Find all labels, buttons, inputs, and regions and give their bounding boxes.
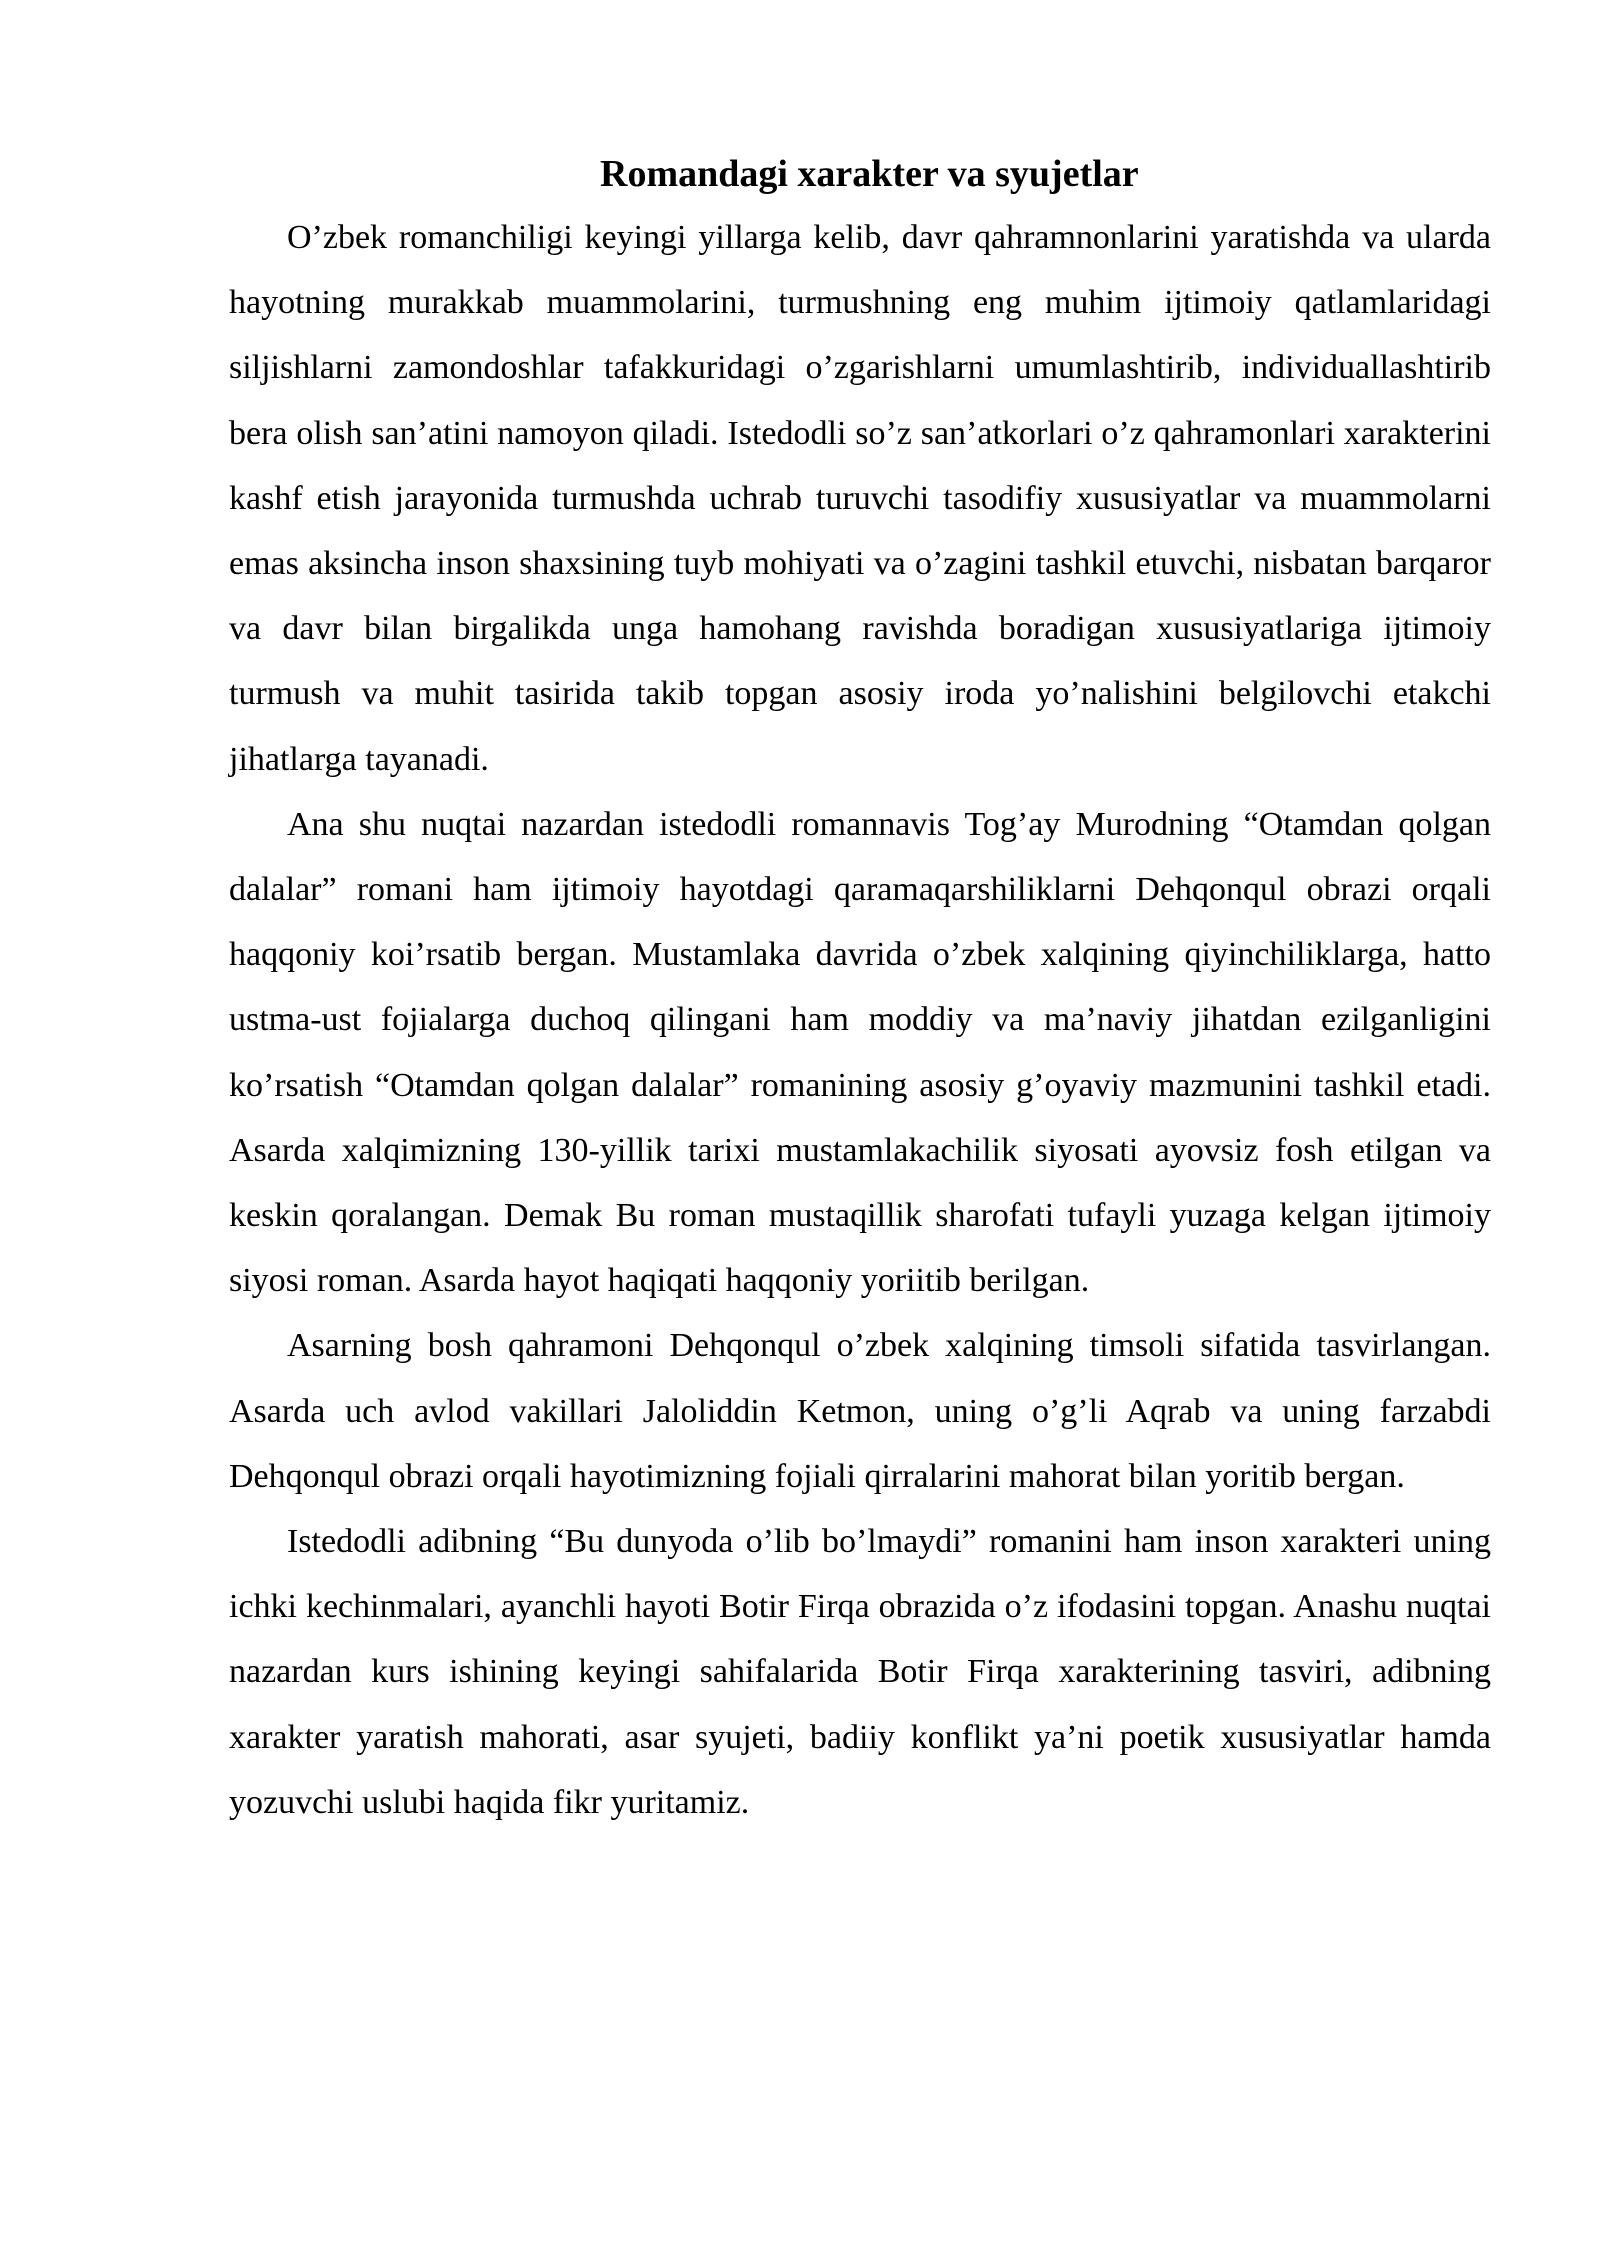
- document-body: [229, 143, 1491, 1835]
- document-title: Romandagi xarakter va syujetlar: [600, 153, 1139, 195]
- paragraph-2: Ana shu nuqtai nazardan istedodli romannavis Tog’ay Murodning “Otamdan qolgan dalalar” romani ham ijtimoiy hayotdagi qaramaqarshiliklarni Dehqonqul obrazi orqali haqqoniy koi’rsatib bergan. Mustamlaka davrida o’zbek xalqining qiyinchiliklarga, hatto ustma-ust fojialarga duchoq qilingani ham moddiy va ma’naviy jihatdan ezilganligini ko’rsatish “Otamdan qolgan dalalar” romanining asosiy g’oyaviy mazmunini tashkil etadi. Asarda xalqimizning 130-yillik tarixi mustamlakachilik siyosati ayovsiz fosh etilgan va keskin qoralangan. Demak Bu roman mustaqillik sharofati tufayli yuzaga kelgan ijtimoiy siyosi roman. Asarda hayot haqiqati haqqoniy yoriitib berilgan.: [229, 805, 1491, 1300]
- paragraph-1: O’zbek romanchiligi keyingi yillarga kelib, davr qahramnonlarini yaratishda va ularda hayotning murakkab muammolarini, turmushning eng muhim ijtimoiy qatlamlaridagi siljishlarni zamondoshlar tafakkuridagi o’zgarishlarni umumlashtirib, individuallashtirib bera olish san’atini namoyon qiladi. Istedodli so’z san’atkorlari o’z qahramonlari xarakterini kashf etish jarayonida turmushda uchrab turuvchi tasodifiy xususiyatlar va muammolarni emas aksincha inson shaxsining tuyb mohiyati va o’zagini tashkil etuvchi, nisbatan barqaror va davr bilan birgalikda unga hamohang ravishda boradigan xususiyatlariga ijtimoiy turmush va muhit tasirida takib topgan asosiy iroda yo’nalishini belgilovchi etakchi jihatlarga tayanadi.: [229, 219, 1491, 778]
- paragraph-3: Asarning bosh qahramoni Dehqonqul o’zbek xalqining timsoli sifatida tasvirlangan. Asarda uch avlod vakillari Jaloliddin Ketmon, uning o’g’li Aqrab va uning farzabdi Dehqonqul obrazi orqali hayotimizning fojiali qirralarini mahorat bilan yoritib bergan.: [229, 1327, 1491, 1495]
- paragraph-4: Istedodli adibning “Bu dunyoda o’lib bo’lmaydi” romanini ham inson xarakteri uning ichki kechinmalari, ayanchli hayoti Botir Firqa obrazida o’z ifodasini topgan. Anashu nuqtai nazardan kurs ishining keyingi sahifalarida Botir Firqa xarakterining tasviri, adibning xarakter yaratish mahorati, asar syujeti, badiiy konflikt ya’ni poetik xususiyatlar hamda yozuvchi uslubi haqida fikr yuritamiz.: [229, 1523, 1491, 1821]
